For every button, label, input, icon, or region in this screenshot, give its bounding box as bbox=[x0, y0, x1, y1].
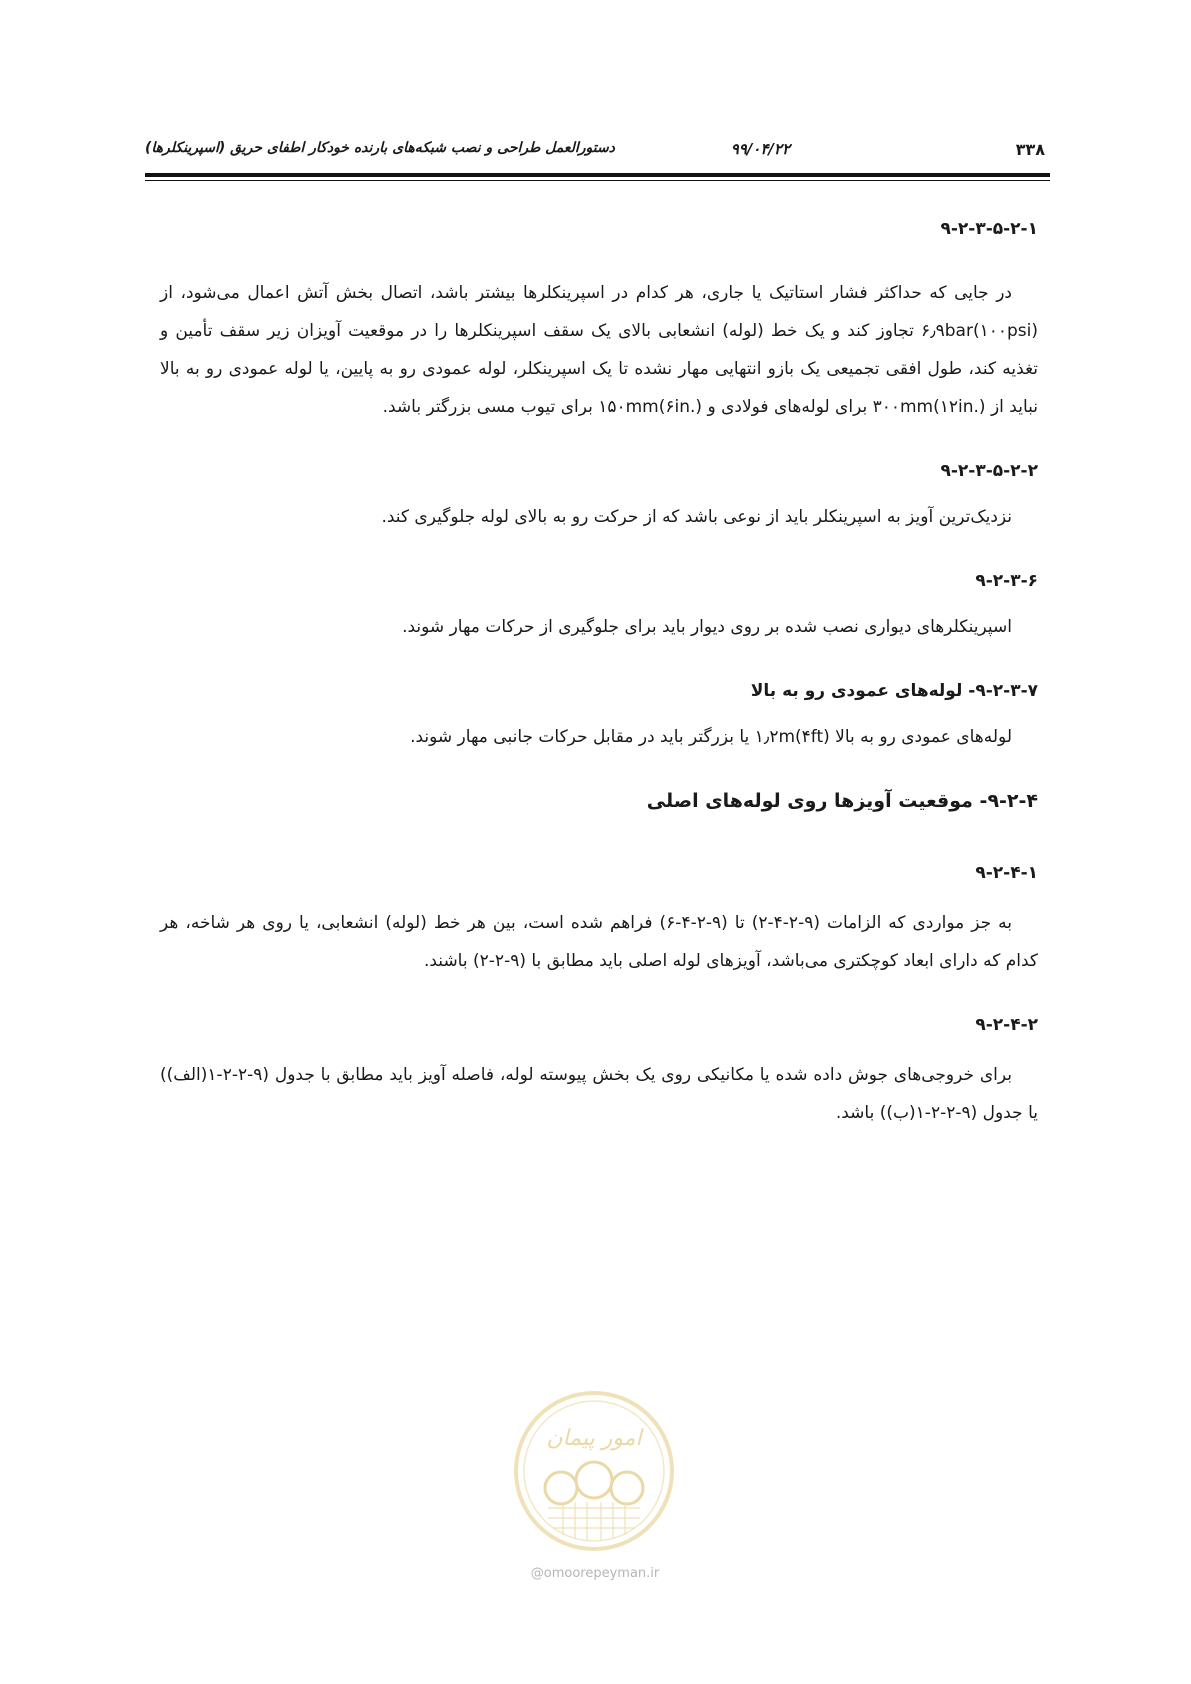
section-heading: ۹-۲-۳-۷- لوله‌های عمودی رو به بالا bbox=[750, 681, 1038, 701]
section-number: ۹-۲-۴-۱ bbox=[975, 863, 1038, 883]
section-number: ۹-۲-۳-۵-۲-۱ bbox=[940, 219, 1038, 239]
paragraph: لوله‌های عمودی رو به بالا ۱٫۲m(۴ft) یا بزرگتر باید در مقابل حرکات جانبی مهار شوند. bbox=[410, 727, 1012, 747]
watermark-url: @omoorepeyman.ir bbox=[530, 1566, 660, 1581]
header-date: ۹۹/۰۴/۲۲ bbox=[730, 140, 790, 158]
section-number: ۹-۲-۳-۶ bbox=[975, 571, 1038, 591]
paragraph: به جز مواردی که الزامات (۹-۲-۴-۲) تا (۹-۲-۴-۶) فراهم شده است، بین هر خط (لوله) انشعابی، یا روی هر شاخه، هر کدام که دارای ابعاد کوچکتری می‌باشد، آویزهای لوله اصلی باید مطابق با (۹-۲-۲) باشند. bbox=[160, 913, 1038, 971]
document-body bbox=[160, 210, 1038, 1132]
header-title: دستورالعمل طراحی و نصب شبکه‌های بارنده خودکار اطفای حریق (اسپرینکلرها) bbox=[145, 140, 615, 156]
paragraph: برای خروجی‌های جوش داده شده یا مکانیکی روی یک بخش پیوسته لوله، فاصله آویز باید مطابق با جدول (۹-۲-۲-۱(الف)) یا جدول (۹-۲-۲-۱(ب)) باشد. bbox=[160, 1065, 1038, 1123]
header-rule-thick bbox=[145, 173, 1050, 177]
section-number: ۹-۲-۴-۲ bbox=[975, 1015, 1038, 1035]
section-number: ۹-۲-۳-۵-۲-۲ bbox=[940, 461, 1038, 481]
paragraph: نزدیک‌ترین آویز به اسپرینکلر باید از نوعی باشد که از حرکت رو به بالای لوله جلوگیری کند. bbox=[381, 507, 1012, 527]
svg-text:امور پیمان: امور پیمان bbox=[546, 1426, 642, 1451]
page-number: ۳۳۸ bbox=[1015, 140, 1045, 159]
section-heading-major: ۹-۲-۴- موقعیت آویزها روی لوله‌های اصلی bbox=[646, 790, 1038, 812]
page-header bbox=[145, 128, 1045, 170]
paragraph: اسپرینکلرهای دیواری نصب شده بر روی دیوار باید برای جلوگیری از حرکات مهار شوند. bbox=[402, 617, 1012, 637]
watermark-logo bbox=[513, 1390, 675, 1552]
paragraph: در جایی که حداکثر فشار استاتیک یا جاری، هر کدام در اسپرینکلرها بیشتر باشد، اتصال بخش آتش اعمال می‌شود، از ۶٫۹bar(۱۰۰psi) تجاوز کند و یک خط (لوله) انشعابی بالای یک سقف اسپرینکلرها را در موقعیت آویزان زیر سقف تأمین و تغذیه کند، طول افقی تجمیعی یک بازو انتهایی مهار نشده تا یک اسپرینکلر، لوله عمودی رو به پایین، یا لوله عمودی رو به بالا نباید از ۳۰۰mm(۱۲in.) برای لوله‌های فولادی و ۱۵۰mm(۶in.) برای تیوب مسی بزرگتر باشد. bbox=[160, 283, 1038, 417]
header-rule-thin bbox=[145, 180, 1050, 181]
